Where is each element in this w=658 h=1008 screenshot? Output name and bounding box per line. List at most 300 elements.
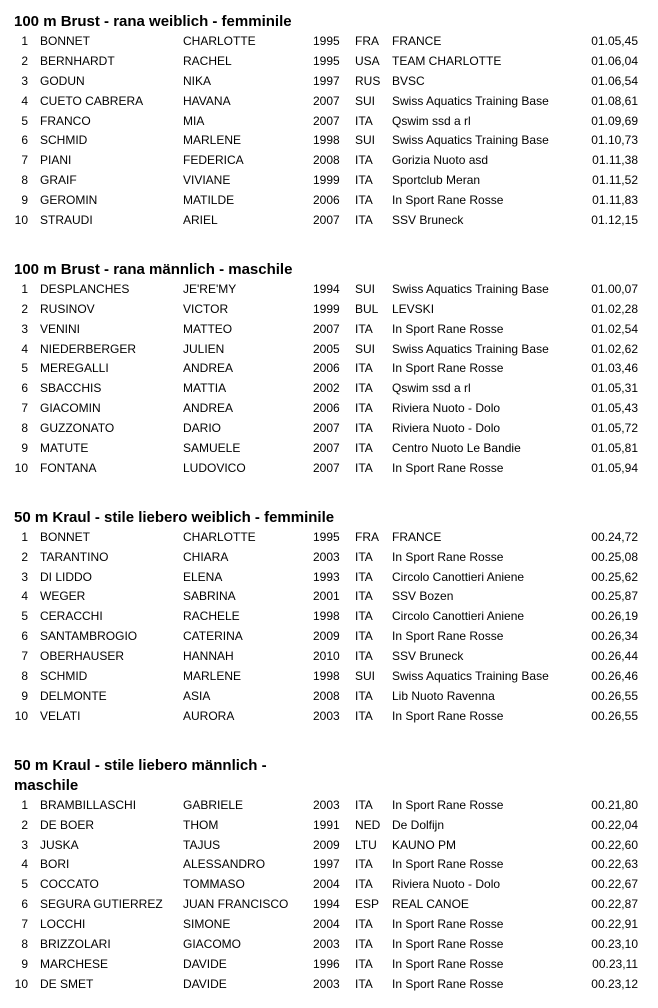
- result-row: [0, 816, 658, 836]
- first-name-cell: CHIARA: [183, 549, 229, 564]
- rank-cell: 9: [21, 441, 28, 456]
- first-name-cell: FEDERICA: [183, 153, 244, 168]
- time-cell: 00.26,55: [591, 688, 638, 703]
- first-name-cell: AURORA: [183, 708, 235, 723]
- result-row: [0, 975, 658, 995]
- result-row: [0, 211, 658, 231]
- first-name-cell: DARIO: [183, 421, 222, 436]
- result-row: [0, 280, 658, 300]
- first-name-cell: VIVIANE: [183, 173, 231, 188]
- section-title: 50 m Kraul - stile liebero weiblich - femminile: [14, 508, 335, 526]
- nation-cell: ITA: [355, 936, 373, 951]
- result-row: [0, 439, 658, 459]
- club-cell: SSV Bozen: [392, 589, 454, 604]
- result-row: [0, 935, 658, 955]
- club-cell: SSV Bruneck: [392, 649, 464, 664]
- club-cell: FRANCE: [392, 529, 442, 544]
- club-cell: In Sport Rane Rosse: [392, 936, 504, 951]
- club-cell: Qswim ssd a rl: [392, 381, 471, 396]
- time-cell: 00.25,08: [591, 549, 638, 564]
- rank-cell: 10: [14, 708, 28, 723]
- club-cell: Riviera Nuoto - Dolo: [392, 401, 501, 416]
- rank-cell: 8: [21, 173, 28, 188]
- results-section: [0, 12, 658, 231]
- result-row: [0, 171, 658, 191]
- result-row: [0, 607, 658, 627]
- rank-cell: 3: [21, 321, 28, 336]
- first-name-cell: MATTEO: [183, 321, 233, 336]
- rank-cell: 8: [21, 936, 28, 951]
- time-cell: 01.08,61: [591, 93, 638, 108]
- time-cell: 00.23,12: [591, 976, 638, 991]
- birth-year-cell: 1999: [313, 301, 340, 316]
- result-row: [0, 707, 658, 727]
- first-name-cell: MARLENE: [183, 133, 242, 148]
- rank-cell: 2: [21, 817, 28, 832]
- first-name-cell: SAMUELE: [183, 441, 241, 456]
- club-cell: Swiss Aquatics Training Base: [392, 93, 549, 108]
- birth-year-cell: 2004: [313, 917, 340, 932]
- club-cell: In Sport Rane Rosse: [392, 976, 504, 991]
- birth-year-cell: 2009: [313, 837, 340, 852]
- first-name-cell: MARLENE: [183, 669, 242, 684]
- section-title: 50 m Kraul - stile liebero männlich - maschile: [14, 756, 267, 794]
- result-row: [0, 528, 658, 548]
- surname-cell: GEROMIN: [40, 193, 98, 208]
- first-name-cell: JUAN FRANCISCO: [183, 897, 289, 912]
- nation-cell: ITA: [355, 460, 373, 475]
- birth-year-cell: 1995: [313, 34, 340, 48]
- first-name-cell: SABRINA: [183, 589, 236, 604]
- surname-cell: WEGER: [40, 589, 86, 604]
- surname-cell: DI LIDDO: [40, 569, 93, 584]
- rank-cell: 1: [21, 797, 28, 812]
- birth-year-cell: 1998: [313, 133, 340, 148]
- birth-year-cell: 2006: [313, 193, 340, 208]
- first-name-cell: ALESSANDRO: [183, 857, 266, 872]
- surname-cell: BORI: [40, 857, 70, 872]
- surname-cell: BONNET: [40, 529, 91, 544]
- birth-year-cell: 1994: [313, 897, 340, 912]
- result-row: [0, 320, 658, 340]
- club-cell: Centro Nuoto Le Bandie: [392, 441, 521, 456]
- nation-cell: ITA: [355, 857, 373, 872]
- nation-cell: ITA: [355, 441, 373, 456]
- nation-cell: ITA: [355, 688, 373, 703]
- rank-cell: 10: [14, 976, 28, 991]
- nation-cell: ITA: [355, 421, 373, 436]
- time-cell: 00.23,11: [592, 956, 638, 971]
- club-cell: Swiss Aquatics Training Base: [392, 133, 549, 148]
- time-cell: 00.26,55: [591, 708, 638, 723]
- nation-cell: ITA: [355, 361, 373, 376]
- birth-year-cell: 2009: [313, 629, 340, 644]
- birth-year-cell: 2007: [313, 113, 340, 128]
- surname-cell: CUETO CABRERA: [40, 93, 144, 108]
- time-cell: 00.21,80: [591, 797, 638, 812]
- nation-cell: FRA: [355, 34, 379, 48]
- birth-year-cell: 1998: [313, 609, 340, 624]
- time-cell: 01.11,83: [592, 193, 638, 208]
- first-name-cell: MATILDE: [183, 193, 235, 208]
- nation-cell: SUI: [355, 669, 376, 684]
- time-cell: 00.22,91: [591, 917, 638, 932]
- surname-cell: PIANI: [40, 153, 72, 168]
- birth-year-cell: 2001: [313, 589, 340, 604]
- surname-cell: GIACOMIN: [40, 401, 101, 416]
- rank-cell: 3: [21, 569, 28, 584]
- nation-cell: BUL: [355, 301, 379, 316]
- time-cell: 01.05,81: [591, 441, 638, 456]
- nation-cell: ITA: [355, 708, 373, 723]
- result-row: [0, 32, 658, 52]
- club-cell: Riviera Nuoto - Dolo: [392, 421, 501, 436]
- section-title: 100 m Brust - rana männlich - maschile: [14, 260, 293, 278]
- club-cell: TEAM CHARLOTTE: [392, 53, 502, 68]
- surname-cell: BONNET: [40, 34, 91, 48]
- rank-cell: 6: [21, 629, 28, 644]
- first-name-cell: JE'RE'MY: [183, 281, 237, 296]
- surname-cell: MARCHESE: [40, 956, 109, 971]
- club-cell: Swiss Aquatics Training Base: [392, 341, 549, 356]
- result-row: [0, 836, 658, 856]
- rank-cell: 7: [21, 153, 28, 168]
- surname-cell: DE SMET: [40, 976, 94, 991]
- club-cell: Circolo Canottieri Aniene: [392, 569, 525, 584]
- result-row: [0, 300, 658, 320]
- first-name-cell: LUDOVICO: [183, 460, 246, 475]
- rank-cell: 4: [21, 341, 28, 356]
- result-row: [0, 379, 658, 399]
- club-cell: Circolo Canottieri Aniene: [392, 609, 525, 624]
- club-cell: Swiss Aquatics Training Base: [392, 669, 549, 684]
- time-cell: 00.24,72: [591, 529, 638, 544]
- surname-cell: FONTANA: [40, 460, 97, 475]
- time-cell: 00.22,67: [591, 877, 638, 892]
- birth-year-cell: 1998: [313, 669, 340, 684]
- surname-cell: RUSINOV: [40, 301, 95, 316]
- rank-cell: 6: [21, 381, 28, 396]
- surname-cell: GUZZONATO: [40, 421, 115, 436]
- nation-cell: ITA: [355, 609, 373, 624]
- nation-cell: ESP: [355, 897, 380, 912]
- first-name-cell: GIACOMO: [183, 936, 242, 951]
- rank-cell: 1: [21, 281, 28, 296]
- rank-cell: 4: [21, 589, 28, 604]
- club-cell: In Sport Rane Rosse: [392, 549, 504, 564]
- results-sections: [0, 12, 658, 995]
- nation-cell: USA: [355, 53, 380, 68]
- birth-year-cell: 2007: [313, 93, 340, 108]
- nation-cell: ITA: [355, 193, 373, 208]
- birth-year-cell: 1996: [313, 956, 340, 971]
- surname-cell: CERACCHI: [40, 609, 103, 624]
- surname-cell: TARANTINO: [40, 549, 109, 564]
- surname-cell: LOCCHI: [40, 917, 86, 932]
- nation-cell: ITA: [355, 569, 373, 584]
- first-name-cell: TOMMASO: [183, 877, 245, 892]
- club-cell: In Sport Rane Rosse: [392, 917, 504, 932]
- time-cell: 00.25,87: [591, 589, 638, 604]
- result-row: [0, 875, 658, 895]
- rank-cell: 9: [21, 193, 28, 208]
- result-row: [0, 419, 658, 439]
- nation-cell: ITA: [355, 153, 373, 168]
- nation-cell: ITA: [355, 589, 373, 604]
- nation-cell: ITA: [355, 381, 373, 396]
- first-name-cell: HAVANA: [183, 93, 231, 108]
- rank-cell: 5: [21, 877, 28, 892]
- surname-cell: SEGURA GUTIERREZ: [40, 897, 163, 912]
- birth-year-cell: 2003: [313, 549, 340, 564]
- results-section: [0, 756, 658, 995]
- rank-cell: 1: [21, 529, 28, 544]
- surname-cell: MATUTE: [40, 441, 89, 456]
- surname-cell: DESPLANCHES: [40, 281, 130, 296]
- rank-cell: 10: [14, 213, 28, 228]
- result-row: [0, 796, 658, 816]
- birth-year-cell: 2010: [313, 649, 340, 664]
- birth-year-cell: 2006: [313, 401, 340, 416]
- rank-cell: 7: [21, 649, 28, 664]
- surname-cell: BRIZZOLARI: [40, 936, 111, 951]
- club-cell: BVSC: [392, 73, 425, 88]
- nation-cell: SUI: [355, 281, 376, 296]
- result-row: [0, 687, 658, 707]
- surname-cell: SANTAMBROGIO: [40, 629, 138, 644]
- club-cell: In Sport Rane Rosse: [392, 361, 504, 376]
- rank-cell: 2: [21, 53, 28, 68]
- first-name-cell: CHARLOTTE: [183, 529, 256, 544]
- time-cell: 01.02,54: [591, 321, 638, 336]
- rank-cell: 4: [21, 93, 28, 108]
- time-cell: 01.02,62: [591, 341, 638, 356]
- surname-cell: GODUN: [40, 73, 85, 88]
- first-name-cell: ARIEL: [183, 213, 218, 228]
- time-cell: 01.00,07: [591, 281, 638, 296]
- birth-year-cell: 2008: [313, 688, 340, 703]
- surname-cell: GRAIF: [40, 173, 77, 188]
- club-cell: De Dolfijn: [392, 817, 445, 832]
- nation-cell: FRA: [355, 529, 379, 544]
- nation-cell: RUS: [355, 73, 381, 88]
- first-name-cell: DAVIDE: [183, 956, 227, 971]
- time-cell: 00.26,46: [591, 669, 638, 684]
- time-cell: 01.05,43: [591, 401, 638, 416]
- result-row: [0, 667, 658, 687]
- surname-cell: NIEDERBERGER: [40, 341, 137, 356]
- club-cell: In Sport Rane Rosse: [392, 708, 504, 723]
- result-row: [0, 359, 658, 379]
- result-row: [0, 915, 658, 935]
- surname-cell: COCCATO: [40, 877, 99, 892]
- time-cell: 00.26,34: [591, 629, 638, 644]
- rank-cell: 1: [21, 34, 28, 48]
- surname-cell: BRAMBILLASCHI: [40, 797, 137, 812]
- first-name-cell: ASIA: [183, 688, 211, 703]
- time-cell: 00.22,87: [591, 897, 638, 912]
- first-name-cell: SIMONE: [183, 917, 231, 932]
- first-name-cell: MIA: [183, 113, 205, 128]
- first-name-cell: CHARLOTTE: [183, 34, 256, 48]
- rank-cell: 6: [21, 897, 28, 912]
- results-section: [0, 260, 658, 479]
- nation-cell: ITA: [355, 173, 373, 188]
- time-cell: 01.06,54: [591, 73, 638, 88]
- time-cell: 00.25,62: [591, 569, 638, 584]
- birth-year-cell: 1997: [313, 857, 340, 872]
- club-cell: Gorizia Nuoto asd: [392, 153, 489, 168]
- surname-cell: BERNHARDT: [40, 53, 115, 68]
- time-cell: 01.05,31: [591, 381, 638, 396]
- result-row: [0, 895, 658, 915]
- time-cell: 01.11,52: [592, 173, 638, 188]
- surname-cell: SCHMID: [40, 133, 88, 148]
- first-name-cell: NIKA: [183, 73, 212, 88]
- club-cell: In Sport Rane Rosse: [392, 460, 504, 475]
- time-cell: 00.22,04: [591, 817, 638, 832]
- result-row: [0, 112, 658, 132]
- rank-cell: 2: [21, 549, 28, 564]
- birth-year-cell: 1999: [313, 173, 340, 188]
- club-cell: SSV Bruneck: [392, 213, 464, 228]
- surname-cell: VENINI: [40, 321, 81, 336]
- result-row: [0, 131, 658, 151]
- nation-cell: LTU: [355, 837, 377, 852]
- first-name-cell: ANDREA: [183, 361, 234, 376]
- first-name-cell: TAJUS: [183, 837, 221, 852]
- time-cell: 00.26,44: [591, 649, 638, 664]
- birth-year-cell: 2003: [313, 708, 340, 723]
- birth-year-cell: 2006: [313, 361, 340, 376]
- surname-cell: MEREGALLI: [40, 361, 109, 376]
- nation-cell: ITA: [355, 321, 373, 336]
- club-cell: In Sport Rane Rosse: [392, 797, 504, 812]
- result-row: [0, 72, 658, 92]
- rank-cell: 5: [21, 609, 28, 624]
- birth-year-cell: 2004: [313, 877, 340, 892]
- nation-cell: ITA: [355, 649, 373, 664]
- club-cell: Riviera Nuoto - Dolo: [392, 877, 501, 892]
- birth-year-cell: 2007: [313, 421, 340, 436]
- time-cell: 00.22,60: [591, 837, 638, 852]
- club-cell: Sportclub Meran: [392, 173, 481, 188]
- club-cell: In Sport Rane Rosse: [392, 193, 504, 208]
- club-cell: KAUNO PM: [392, 837, 457, 852]
- nation-cell: ITA: [355, 113, 373, 128]
- time-cell: 01.10,73: [591, 133, 638, 148]
- rank-cell: 7: [21, 917, 28, 932]
- surname-cell: SCHMID: [40, 669, 88, 684]
- nation-cell: ITA: [355, 877, 373, 892]
- result-row: [0, 151, 658, 171]
- club-cell: FRANCE: [392, 34, 442, 48]
- surname-cell: FRANCO: [40, 113, 91, 128]
- surname-cell: STRAUDI: [40, 213, 93, 228]
- first-name-cell: VICTOR: [183, 301, 229, 316]
- nation-cell: ITA: [355, 976, 373, 991]
- birth-year-cell: 2007: [313, 460, 340, 475]
- result-row: [0, 587, 658, 607]
- club-cell: REAL CANOE: [392, 897, 469, 912]
- time-cell: 01.02,28: [591, 301, 638, 316]
- nation-cell: ITA: [355, 213, 373, 228]
- first-name-cell: CATERINA: [183, 629, 243, 644]
- birth-year-cell: 1995: [313, 53, 340, 68]
- result-row: [0, 548, 658, 568]
- club-cell: In Sport Rane Rosse: [392, 857, 504, 872]
- nation-cell: ITA: [355, 797, 373, 812]
- rank-cell: 10: [14, 460, 28, 475]
- club-cell: Swiss Aquatics Training Base: [392, 281, 549, 296]
- club-cell: Lib Nuoto Ravenna: [392, 688, 495, 703]
- first-name-cell: RACHELE: [183, 609, 240, 624]
- result-row: [0, 459, 658, 479]
- time-cell: 01.12,15: [591, 213, 638, 228]
- surname-cell: DE BOER: [40, 817, 95, 832]
- first-name-cell: GABRIELE: [183, 797, 244, 812]
- birth-year-cell: 2007: [313, 213, 340, 228]
- section-title: 100 m Brust - rana weiblich - femminile: [14, 13, 292, 30]
- birth-year-cell: 1995: [313, 529, 340, 544]
- result-row: [0, 627, 658, 647]
- time-cell: 00.22,63: [591, 857, 638, 872]
- birth-year-cell: 1993: [313, 569, 340, 584]
- result-row: [0, 92, 658, 112]
- birth-year-cell: 2007: [313, 441, 340, 456]
- birth-year-cell: 1994: [313, 281, 340, 296]
- result-row: [0, 568, 658, 588]
- rank-cell: 4: [21, 857, 28, 872]
- time-cell: 01.06,04: [591, 53, 638, 68]
- birth-year-cell: 2003: [313, 797, 340, 812]
- time-cell: 01.09,69: [591, 113, 638, 128]
- rank-cell: 5: [21, 361, 28, 376]
- nation-cell: ITA: [355, 956, 373, 971]
- result-row: [0, 191, 658, 211]
- club-cell: LEVSKI: [392, 301, 435, 316]
- result-row: [0, 52, 658, 72]
- nation-cell: NED: [355, 817, 381, 832]
- time-cell: 01.05,45: [591, 34, 638, 48]
- club-cell: In Sport Rane Rosse: [392, 629, 504, 644]
- time-cell: 01.05,72: [591, 421, 638, 436]
- result-row: [0, 855, 658, 875]
- time-cell: 00.26,19: [591, 609, 638, 624]
- nation-cell: SUI: [355, 93, 376, 108]
- first-name-cell: JULIEN: [183, 341, 225, 356]
- birth-year-cell: 2003: [313, 936, 340, 951]
- first-name-cell: ELENA: [183, 569, 223, 584]
- time-cell: 01.03,46: [591, 361, 638, 376]
- club-cell: In Sport Rane Rosse: [392, 956, 504, 971]
- time-cell: 00.23,10: [591, 936, 638, 951]
- rank-cell: 6: [21, 133, 28, 148]
- rank-cell: 8: [21, 669, 28, 684]
- birth-year-cell: 1997: [313, 73, 340, 88]
- nation-cell: ITA: [355, 549, 373, 564]
- rank-cell: 5: [21, 113, 28, 128]
- birth-year-cell: 1991: [313, 817, 340, 832]
- result-row: [0, 647, 658, 667]
- first-name-cell: THOM: [183, 817, 219, 832]
- result-row: [0, 340, 658, 360]
- nation-cell: SUI: [355, 341, 376, 356]
- rank-cell: 3: [21, 837, 28, 852]
- result-row: [0, 399, 658, 419]
- surname-cell: DELMONTE: [40, 688, 107, 703]
- surname-cell: JUSKA: [40, 837, 79, 852]
